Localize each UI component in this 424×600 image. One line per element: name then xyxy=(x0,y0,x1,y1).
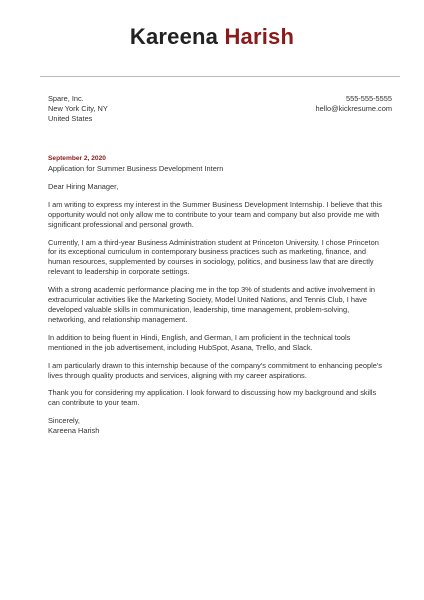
closing: Sincerely, xyxy=(48,416,80,426)
contact-info xyxy=(315,94,392,114)
contact-phone: 555-555-5555 xyxy=(345,94,392,103)
recipient-country: United States xyxy=(48,114,93,124)
letter-subject: Application for Summer Business Development Intern xyxy=(48,164,224,173)
applicant-name xyxy=(0,24,424,50)
paragraph-education: Currently, I am a third-year Business Administration student at Princeton University. I chose Princeton for its exceptional curriculum in contemporary business practices such as marketing, finance, and human resources, supplemented by courses in sociology, politics, and business law that are directly relevant to leadership in corporate settings. xyxy=(48,237,379,277)
recipient-city: New York City, NY xyxy=(48,104,108,114)
greeting: Dear Hiring Manager, xyxy=(48,181,119,191)
paragraph-motivation: I am particularly drawn to this internship because of the company's commitment to enhancing people's lives through quality products and services, aligning with my career aspirations. xyxy=(48,360,382,380)
letter-date: September 2, 2020 xyxy=(48,155,106,162)
contact-email: hello@kickresume.com xyxy=(315,104,392,114)
letter-body xyxy=(48,155,384,436)
last-name: Harish xyxy=(224,24,295,49)
recipient-address xyxy=(48,94,108,125)
paragraph-thanks: Thank you for considering my application. I look forward to discussing how my background and skills can contribute to your team. xyxy=(48,388,377,408)
paragraph-intro: I am writing to express my interest in the Summer Business Development Internship. I believe that this opportunity would not only allow me to contribute to your team and company but also provide me with significant professional and personal growth. xyxy=(48,199,382,229)
first-name: Kareena xyxy=(129,24,219,49)
header-divider xyxy=(40,76,400,77)
recipient-company: Spare, Inc. xyxy=(48,94,84,103)
signature: Kareena Harish xyxy=(48,426,100,436)
paragraph-achievements: With a strong academic performance placing me in the top 3% of students and active involvement in extracurricular activities like the Marketing Society, Model United Nations, and Tennis Club, I have developed valuable skills in communication, leadership, time management, problem-solving, networking, and relationship management. xyxy=(48,285,376,324)
paragraph-skills: In addition to being fluent in Hindi, English, and German, I am proficient in the technical tools mentioned in the job advertisement, including HubSpot, Asana, Trello, and Slack. xyxy=(48,332,351,352)
